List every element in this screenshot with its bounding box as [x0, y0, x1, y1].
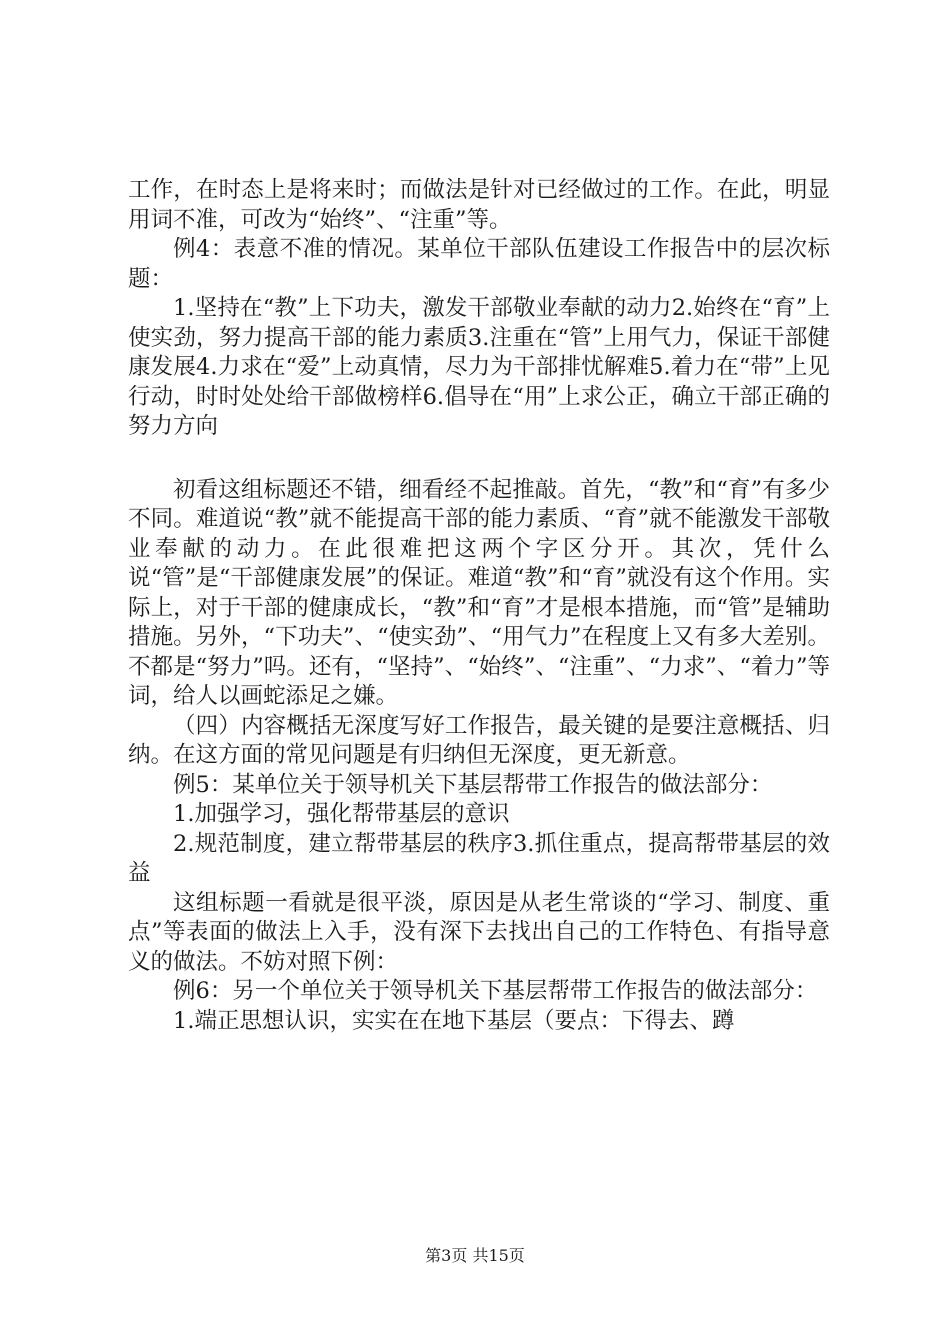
- paragraph-example-5-comment: 这组标题一看就是很平淡，原因是从老生常谈的“学习、制度、重点”等表面的做法上入手，没有深下去找出自己的工作特色、有指导意义的做法。不妨对照下例：: [128, 889, 830, 975]
- document-body: [128, 176, 830, 1036]
- paragraph-example-5-items-2-3: 2.规范制度，建立帮带基层的秩序3.抓住重点，提高帮带基层的效益: [128, 830, 830, 886]
- paragraph-example-6-item-1: 1.端正思想认识，实实在在地下基层（要点：下得去、蹲: [173, 1007, 735, 1034]
- paragraph-example-5: 例5：某单位关于领导机关下基层帮带工作报告的做法部分：: [173, 771, 773, 798]
- paragraph-example-4-headings: 1.坚持在“教”上下功夫，激发干部敬业奉献的动力2.始终在“育”上使实劲，努力提高干部的能力素质3.注重在“管”上用气力，保证干部健康发展4.力求在“爱”上动真情，尽力为干部排忧解难5.着力在“带”上见行动，时时处处给干部做榜样6.倡导在“用”上求公正，确立干部正确的努力方向: [128, 295, 830, 439]
- paragraph-example-4: 例4：表意不准的情况。某单位干部队伍建设工作报告中的层次标题：: [128, 236, 830, 292]
- paragraph-continuation: 工作，在时态上是将来时；而做法是针对已经做过的工作。在此，明显用词不准，可改为“始终”、“注重”等。: [128, 177, 830, 233]
- paragraph-example-5-item-1: 1.加强学习，强化帮带基层的意识: [173, 801, 510, 827]
- paragraph-analysis: 初看这组标题还不错，细看经不起推敲。首先，“教”和“育”有多少不同。难道说“教”就不能提高干部的能力素质、“育”就不能激发干部敬业奉献的动力。在此很难把这两个字区分开。其次，凭什么说“管”是“干部健康发展”的保证。难道“教”和“育”就没有这个作用。实际上，对于干部的健康成长，“教”和“育”才是根本措施，而“管”是辅助措施。另外，“下功夫”、“使实劲”、“用气力”在程度上又有多大差别。不都是“努力”吗。还有，“坚持”、“始终”、“注重”、“力求”、“着力”等词，给人以画蛇添足之嫌。: [128, 476, 830, 709]
- paragraph-example-6: 例6：另一个单位关于领导机关下基层帮带工作报告的做法部分：: [173, 978, 818, 1004]
- paragraph-section-4: （四）内容概括无深度写好工作报告，最关键的是要注意概括、归纳。在这方面的常见问题是有归纳但无深度，更无新意。: [128, 712, 830, 768]
- page-number-footer: 第3页 共15页: [425, 1246, 525, 1265]
- paragraph-gap: [128, 442, 830, 476]
